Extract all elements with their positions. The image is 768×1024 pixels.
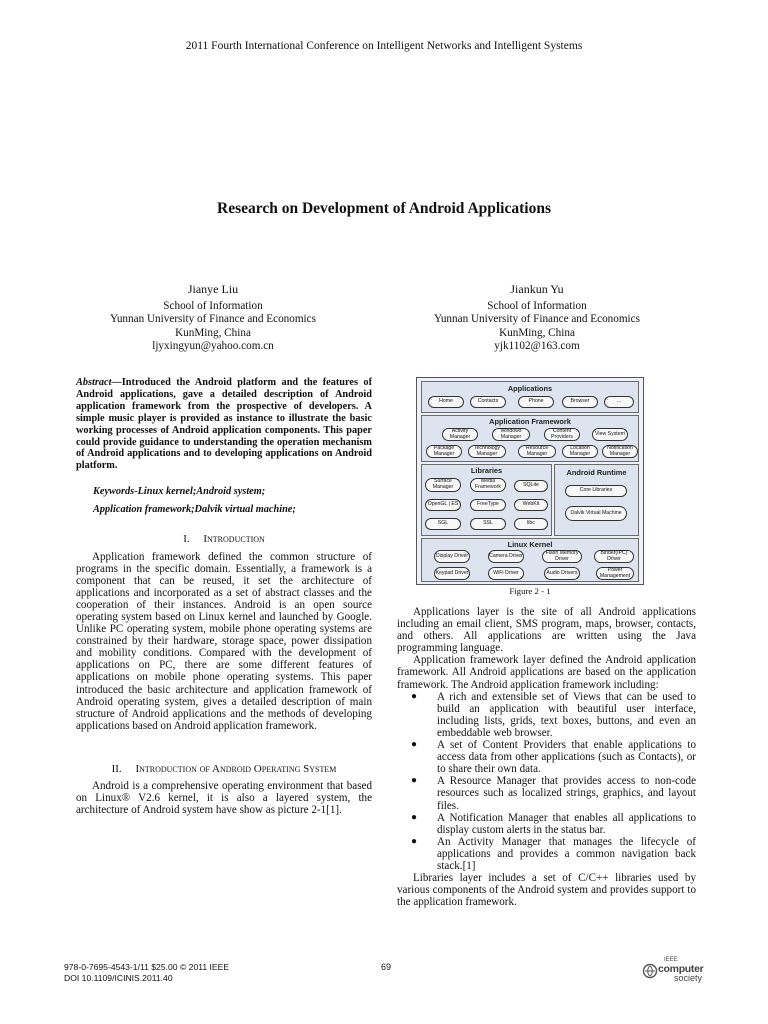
logo-computer-text: computer [658, 963, 704, 975]
rt-core-libraries: Core Libraries [565, 485, 627, 497]
section-heading-1 [76, 533, 372, 545]
footer-left [64, 962, 324, 984]
list-item: ● A set of Content Providers that enable applications to access data from other applications (such as Contacts), or to share their own data. [411, 739, 696, 776]
section-number: I. [183, 533, 190, 545]
logo-society-text: society [674, 973, 703, 983]
author-dept: School of Information [487, 299, 587, 312]
abstract-label: Abstract [76, 377, 112, 388]
linux-kernel-layer [421, 538, 639, 582]
lib-libc: libc [514, 518, 548, 530]
conference-header: 2011 Fourth International Conference on Intelligent Networks and Intelligent Systems [185, 40, 583, 52]
kn-wifi-driver: WiFi Driver [488, 567, 524, 580]
app-more: ... [604, 396, 634, 408]
lib-webkit: WebKit [514, 499, 548, 511]
lib-sqlite: SQLite [514, 480, 548, 492]
android-runtime-layer [554, 464, 639, 536]
rt-dalvik-vm: Dalvik Virtual Machine [565, 506, 627, 521]
page-number: 69 [380, 962, 391, 972]
author-block-1 [63, 283, 363, 354]
bullet-icon: ● [411, 811, 418, 823]
keywords-line-1: Keywords-Linux kernel;Android system; [93, 486, 266, 497]
layer-title: Libraries [470, 466, 503, 475]
author-city: KunMing, China [175, 326, 251, 339]
fw-resource-manager: Resource Manager [518, 445, 556, 458]
lib-opengl-es: OpenGL | ES [425, 499, 461, 511]
logo-mark-icon [642, 963, 658, 979]
author-email: ljyxingyun@yahoo.com.cn [152, 340, 274, 353]
kn-display-driver: Display Driver [434, 550, 470, 563]
lib-sgl: SGL [425, 518, 461, 530]
layer-title: Applications [507, 384, 553, 393]
author-org: Yunnan University of Finance and Economics [110, 313, 316, 326]
footer-doi: DOI 10.1109/ICINIS.2011.40 [64, 973, 173, 983]
bullet-icon: ● [411, 690, 418, 702]
author-email: yjk1102@163.com [494, 340, 580, 353]
applications-layer [421, 381, 639, 413]
fw-content-providers: Content Providers [544, 428, 580, 441]
paragraph: Libraries layer includes a set of C/C++ libraries used by various components of the Android system and provides support to the application framework. [397, 872, 696, 909]
fw-view-system: View System [592, 428, 628, 441]
author-block-2 [387, 283, 687, 354]
bullet-icon: ● [411, 775, 418, 787]
application-framework-layer [421, 415, 639, 462]
author-city: KunMing, China [499, 326, 575, 339]
fw-technology-manager: Technology Manager [468, 445, 506, 458]
fw-activity-manager: Activity Manager [442, 428, 478, 441]
paragraph: Application framework defined the common structure of programs in the specific domain. Essentially, a framework is a component that can be reused, it set the architecture of applications and incorporated as a set of abstract classes and the cooperation of their instances. Android is an open source operating system based on Linux kernel and launched by Google. Unlike PC operating system, mobile phone operating systems are constrained by their hardware, storage space, power dissipation and mobility conditions. Compared with the development of applications on PC, there are some different features of applications on mobile phone operating systems. This paper introduced the basic architecture and application framework of Android operating system, gives a detailed description of main structure of Android applications and the methods of developing applications based on Android application framework. [76, 551, 372, 732]
right-column-body [397, 606, 696, 908]
layer-title: Application Framework [489, 417, 571, 426]
keywords-line-2: Application framework;Dalvik virtual machine; [93, 504, 296, 515]
list-item: ● An Activity Manager that manages the lifecycle of applications and provides a common navigation back stack.[1] [411, 835, 696, 872]
bullet-icon: ● [411, 835, 418, 847]
abstract-text: —Introduced the Android platform and the features of Android applications, gave a detailed description of Android application framework from the prospective of developers. A simple music player is provided as instance to illustrate the basic working processes of Android application components. This paper could provide guidance to understanding the operation mechanism of Android applications and to developing applications on Android platform. [76, 377, 372, 472]
android-architecture-figure [416, 377, 644, 585]
paragraph: Application framework layer defined the Android application framework. All Android applications are based on the application framework. The Android application framework including: [397, 654, 696, 691]
kn-camera-driver: Camera Driver [488, 550, 524, 563]
fw-location-manager: Location Manager [562, 445, 598, 458]
fw-package-manager: Package Manager [426, 445, 462, 458]
bullet-icon: ● [411, 739, 418, 751]
layer-title: Android Runtime [566, 468, 627, 477]
section-1-body [76, 551, 372, 732]
section-heading-2 [76, 763, 372, 775]
app-phone: Phone [518, 396, 554, 408]
footer-isbn: 978-0-7695-4543-1/11 $25.00 © 2011 IEEE [64, 962, 230, 972]
kn-flash-memory-driver: Flash Memory Driver [542, 550, 582, 563]
abstract [76, 377, 372, 472]
ieee-computer-society-logo [640, 957, 720, 983]
kn-audio-drivers: Audio Drivers [544, 567, 580, 580]
list-item: ● A Resource Manager that provides access to non-code resources such as localized strings, graphics, and layout files. [411, 775, 696, 812]
libraries-layer [421, 464, 552, 536]
author-org: Yunnan University of Finance and Economics [434, 313, 640, 326]
paragraph: Applications layer is the site of all Android applications including an email client, SMS program, maps, browser, contacts, and others. All applications are written using the Java programming language. [397, 606, 696, 655]
logo-ieee-text: IEEE [664, 957, 678, 963]
paper-title: Research on Development of Android Applications [217, 200, 551, 217]
lib-media-framework: Media Framework [470, 478, 506, 492]
fw-notification-manager: Notification Manager [602, 445, 638, 458]
list-item: ● A Notification Manager that enables all applications to display custom alerts in the status bar. [411, 811, 696, 836]
framework-list [397, 691, 696, 872]
section-2-body [76, 780, 372, 816]
author-dept: School of Information [163, 299, 263, 312]
author-name: Jiankun Yu [510, 282, 564, 296]
layer-title: Linux Kernel [507, 540, 553, 549]
fw-windows-manager: Windows Manager [492, 428, 530, 441]
paragraph: Android is a comprehensive operating environment that based on Linux® V2.6 kernel, it is also a layered system, the architecture of Android system have show as picture 2-1[1]. [76, 780, 372, 817]
app-browser: Browser [562, 396, 598, 408]
kn-keypad-driver: Keypad Driver [434, 567, 470, 580]
lib-ssl: SSL [470, 518, 506, 530]
kn-power-management: Power Management [596, 567, 634, 580]
lib-surface-manager: Surface Manager [425, 478, 461, 492]
lib-freetype: FreeType [470, 499, 506, 511]
kn-binder-driver: Binder(IPC) Driver [594, 550, 634, 563]
app-contacts: Contacts [470, 396, 506, 408]
figure-caption: Figure 2 - 1 [509, 586, 551, 596]
section-number: II. [111, 763, 122, 775]
author-name: Jianye Liu [187, 282, 239, 296]
list-item: ● A rich and extensible set of Views that can be used to build an application with beautiful user interface, including lists, grids, text boxes, buttons, and even an embeddable web browser. [411, 690, 696, 739]
section-title: Introduction of Android Operating System [135, 763, 337, 775]
app-home: Home [428, 396, 464, 408]
section-title: Introduction [203, 533, 265, 545]
